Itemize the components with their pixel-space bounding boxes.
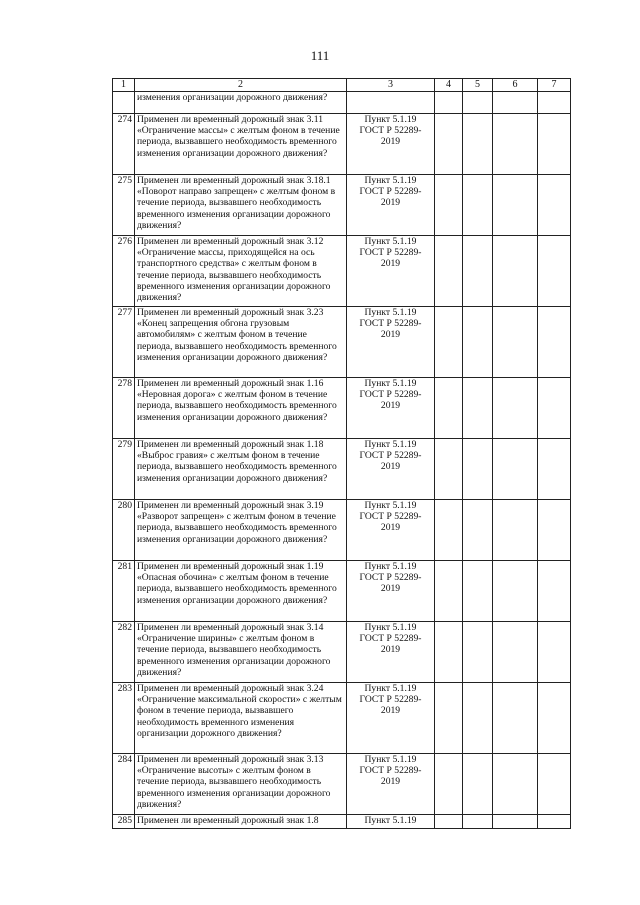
row-question: Применен ли временный дорожный знак 3.12 «Ограничение массы, приходящейся на ось транспортного средства» с желтым фоном в течение периода, вызвавшего необходимость временного изменения организации дорожного движения? <box>135 236 347 307</box>
cell-col-4 <box>435 114 463 175</box>
row-question: Применен ли временный дорожный знак 3.24 «Ограничение максимальной скорости» с желтым фоном в течение периода, вызвавшего необходимость временного изменения организации дорожного движения? <box>135 683 347 754</box>
cell-col-7 <box>538 815 571 829</box>
cell-col-7 <box>538 439 571 500</box>
row-number: 277 <box>113 307 135 378</box>
cell-col-6 <box>493 815 538 829</box>
cell-col-6 <box>493 114 538 175</box>
table-row <box>113 114 571 175</box>
header-col-2: 2 <box>135 79 347 92</box>
row-reference: Пункт 5.1.19 <box>347 815 435 829</box>
cell-col-6 <box>493 561 538 622</box>
table-row <box>113 175 571 236</box>
table-row <box>113 815 571 829</box>
header-col-6: 6 <box>493 79 538 92</box>
row-number: 279 <box>113 439 135 500</box>
cell-col-5 <box>463 114 493 175</box>
cell-col-4 <box>435 683 463 754</box>
table-row <box>113 754 571 815</box>
header-col-4: 4 <box>435 79 463 92</box>
row-number: 285 <box>113 815 135 829</box>
cell-col-4 <box>435 236 463 307</box>
row-reference: Пункт 5.1.19 ГОСТ Р 52289- 2019 <box>347 500 435 561</box>
row-question: Применен ли временный дорожный знак 3.13 «Ограничение высоты» с желтым фоном в течение периода, вызвавшего необходимость временного изменения организации дорожного движения? <box>135 754 347 815</box>
table-row <box>113 236 571 307</box>
cell-col-7 <box>538 378 571 439</box>
cell-col-7 <box>538 175 571 236</box>
cell-col-7 <box>538 500 571 561</box>
cell-col-7 <box>538 683 571 754</box>
row-number: 282 <box>113 622 135 683</box>
cell-col-7 <box>538 754 571 815</box>
checklist-table <box>112 78 571 829</box>
cell-col-4 <box>435 175 463 236</box>
cell-col-5 <box>463 439 493 500</box>
cell-col-7 <box>538 114 571 175</box>
table-row <box>113 622 571 683</box>
page-number: 111 <box>310 48 330 63</box>
row-question: Применен ли временный дорожный знак 1.19 «Опасная обочина» с желтым фоном в течение периода, вызвавшего необходимость временного изменения организации дорожного движения? <box>135 561 347 622</box>
row-reference: Пункт 5.1.19 ГОСТ Р 52289- 2019 <box>347 754 435 815</box>
row-reference: Пункт 5.1.19 ГОСТ Р 52289- 2019 <box>347 307 435 378</box>
cell-col-6 <box>493 683 538 754</box>
row-reference: Пункт 5.1.19 ГОСТ Р 52289- 2019 <box>347 439 435 500</box>
row-number: 274 <box>113 114 135 175</box>
row-reference: Пункт 5.1.19 ГОСТ Р 52289- 2019 <box>347 378 435 439</box>
cell-col-5 <box>463 815 493 829</box>
row-question: Применен ли временный дорожный знак 1.16 «Неровная дорога» с желтым фоном в течение периода, вызвавшего необходимость временного изменения организации дорожного движения? <box>135 378 347 439</box>
table-row <box>113 561 571 622</box>
row-reference: Пункт 5.1.19 ГОСТ Р 52289- 2019 <box>347 236 435 307</box>
header-col-5: 5 <box>463 79 493 92</box>
header-col-3: 3 <box>347 79 435 92</box>
table-row <box>113 378 571 439</box>
table-row <box>113 307 571 378</box>
cell-col-7 <box>538 561 571 622</box>
cell-col-5 <box>463 500 493 561</box>
cell-col-7 <box>538 236 571 307</box>
cell-col-4 <box>435 500 463 561</box>
row-question: Применен ли временный дорожный знак 3.11 «Ограничение массы» с желтым фоном в течение периода, вызвавшего необходимость временного изменения организации дорожного движения? <box>135 114 347 175</box>
cell-col-4 <box>435 439 463 500</box>
cell-col-4 <box>435 622 463 683</box>
cell-col-6 <box>493 175 538 236</box>
row-number: 276 <box>113 236 135 307</box>
row-reference: Пункт 5.1.19 ГОСТ Р 52289- 2019 <box>347 175 435 236</box>
row-question: Применен ли временный дорожный знак 1.8 <box>135 815 347 829</box>
continuation-text: изменения организации дорожного движения? <box>135 92 347 114</box>
row-question: Применен ли временный дорожный знак 1.18 «Выброс гравия» с желтым фоном в течение периода, вызвавшего необходимость временного изменения организации дорожного движения? <box>135 439 347 500</box>
cell-col-6 <box>493 754 538 815</box>
cell-col-6 <box>493 439 538 500</box>
header-col-1: 1 <box>113 79 135 92</box>
row-number: 280 <box>113 500 135 561</box>
cell-col-6 <box>493 622 538 683</box>
cell-col-4 <box>435 754 463 815</box>
row-reference: Пункт 5.1.19 ГОСТ Р 52289- 2019 <box>347 622 435 683</box>
table-row <box>113 500 571 561</box>
table-row <box>113 683 571 754</box>
row-number: 283 <box>113 683 135 754</box>
table-row <box>113 439 571 500</box>
row-reference: Пункт 5.1.19 ГОСТ Р 52289- 2019 <box>347 114 435 175</box>
row-number: 278 <box>113 378 135 439</box>
cell-col-4 <box>435 815 463 829</box>
cell-col-6 <box>493 236 538 307</box>
cell-col-5 <box>463 236 493 307</box>
cell-col-5 <box>463 307 493 378</box>
header-col-7: 7 <box>538 79 571 92</box>
row-question: Применен ли временный дорожный знак 3.18.1 «Поворот направо запрещен» с желтым фоном в течение периода, вызвавшего необходимость временного изменения организации дорожного движения? <box>135 175 347 236</box>
cell-col-6 <box>493 378 538 439</box>
header-row <box>113 79 571 92</box>
cell-col-5 <box>463 622 493 683</box>
continuation-row <box>113 92 571 114</box>
row-question: Применен ли временный дорожный знак 3.23 «Конец запрещения обгона грузовым автомобилям» с желтым фоном в течение периода, вызвавшего необходимость временного изменения организации дорожного движения? <box>135 307 347 378</box>
row-number: 281 <box>113 561 135 622</box>
row-reference: Пункт 5.1.19 ГОСТ Р 52289- 2019 <box>347 683 435 754</box>
cell-col-5 <box>463 754 493 815</box>
cell-col-5 <box>463 561 493 622</box>
row-reference: Пункт 5.1.19 ГОСТ Р 52289- 2019 <box>347 561 435 622</box>
cell-col-5 <box>463 175 493 236</box>
cell-col-5 <box>463 378 493 439</box>
row-number: 275 <box>113 175 135 236</box>
cell-col-7 <box>538 307 571 378</box>
cell-col-6 <box>493 307 538 378</box>
row-question: Применен ли временный дорожный знак 3.14 «Ограничение ширины» с желтым фоном в течение периода, вызвавшего необходимость временного изменения организации дорожного движения? <box>135 622 347 683</box>
cell-col-5 <box>463 683 493 754</box>
cell-col-6 <box>493 500 538 561</box>
row-number: 284 <box>113 754 135 815</box>
cell-col-4 <box>435 378 463 439</box>
cell-col-4 <box>435 307 463 378</box>
cell-col-7 <box>538 622 571 683</box>
row-question: Применен ли временный дорожный знак 3.19 «Разворот запрещен» с желтым фоном в течение периода, вызвавшего необходимость временного изменения организации дорожного движения? <box>135 500 347 561</box>
cell-col-4 <box>435 561 463 622</box>
